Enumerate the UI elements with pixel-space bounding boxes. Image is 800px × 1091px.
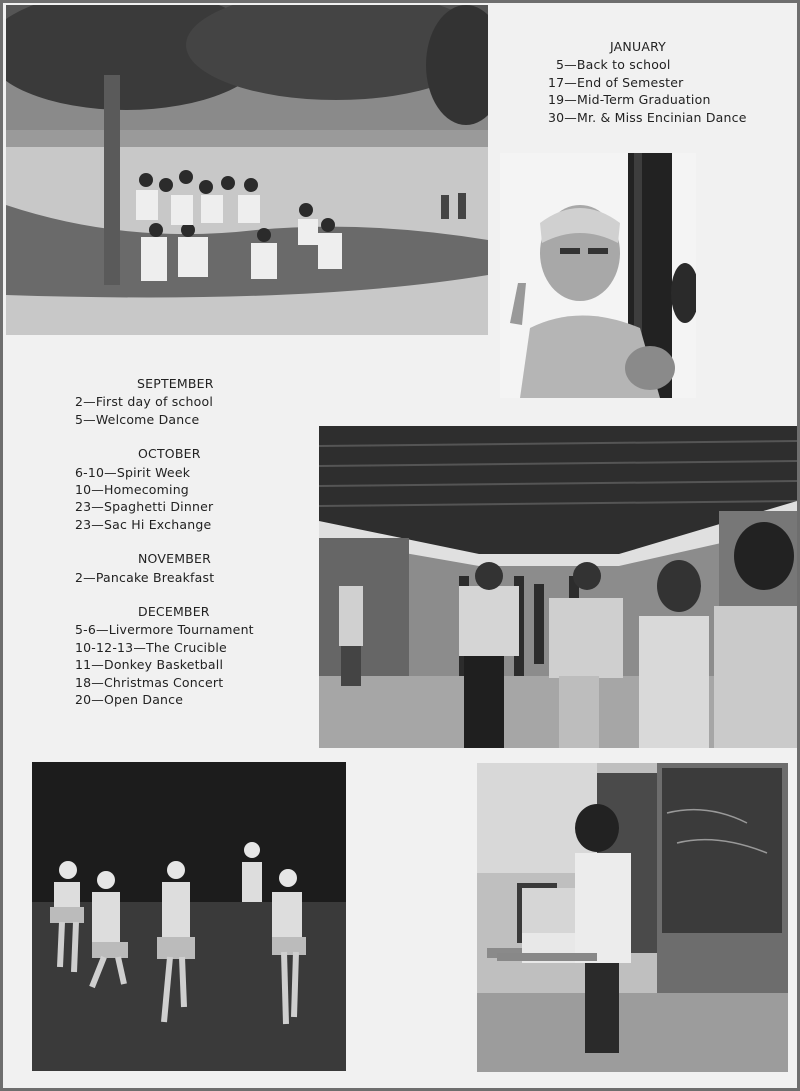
photo-hallway	[319, 426, 797, 748]
yearbook-page	[3, 3, 797, 1088]
photo-students-under-tree	[6, 5, 488, 335]
photo-cheerleaders-night	[32, 762, 346, 1071]
calendar-january	[530, 38, 790, 126]
month-heading: SEPTEMBER	[137, 376, 214, 391]
event-entry: 30—Mr. & Miss Encinian Dance	[548, 109, 747, 125]
month-heading: NOVEMBER	[138, 551, 211, 567]
photo-classroom	[477, 763, 788, 1072]
event-entry: 5—Back to school	[556, 57, 671, 73]
event-entry: 23—Spaghetti Dinner	[75, 499, 214, 515]
event-entry: 10-12-13—The Crucible	[75, 639, 227, 655]
event-entry: 20—Open Dance	[75, 692, 184, 708]
calendar-fall	[75, 375, 315, 709]
event-entry: 10—Homecoming	[75, 482, 189, 498]
photo-boy-pointing	[500, 153, 696, 398]
event-entry: 18—Christmas Concert	[75, 674, 224, 690]
event-entry: 6-10—Spirit Week	[75, 464, 191, 480]
month-heading: DECEMBER	[138, 604, 210, 620]
event-entry: 23—Sac Hi Exchange	[75, 516, 212, 532]
event-entry: 5-6—Livermore Tournament	[75, 622, 254, 638]
event-entry: 19—Mid-Term Graduation	[548, 92, 711, 108]
event-entry: 11—Donkey Basketball	[75, 657, 224, 673]
event-entry: 5—Welcome Dance	[75, 411, 200, 427]
event-entry: 17—End of Semester	[548, 74, 684, 90]
event-entry: 2—First day of school	[75, 394, 213, 410]
month-heading: JANUARY	[610, 39, 666, 54]
month-heading: OCTOBER	[138, 446, 201, 462]
event-entry: 2—Pancake Breakfast	[75, 569, 215, 585]
